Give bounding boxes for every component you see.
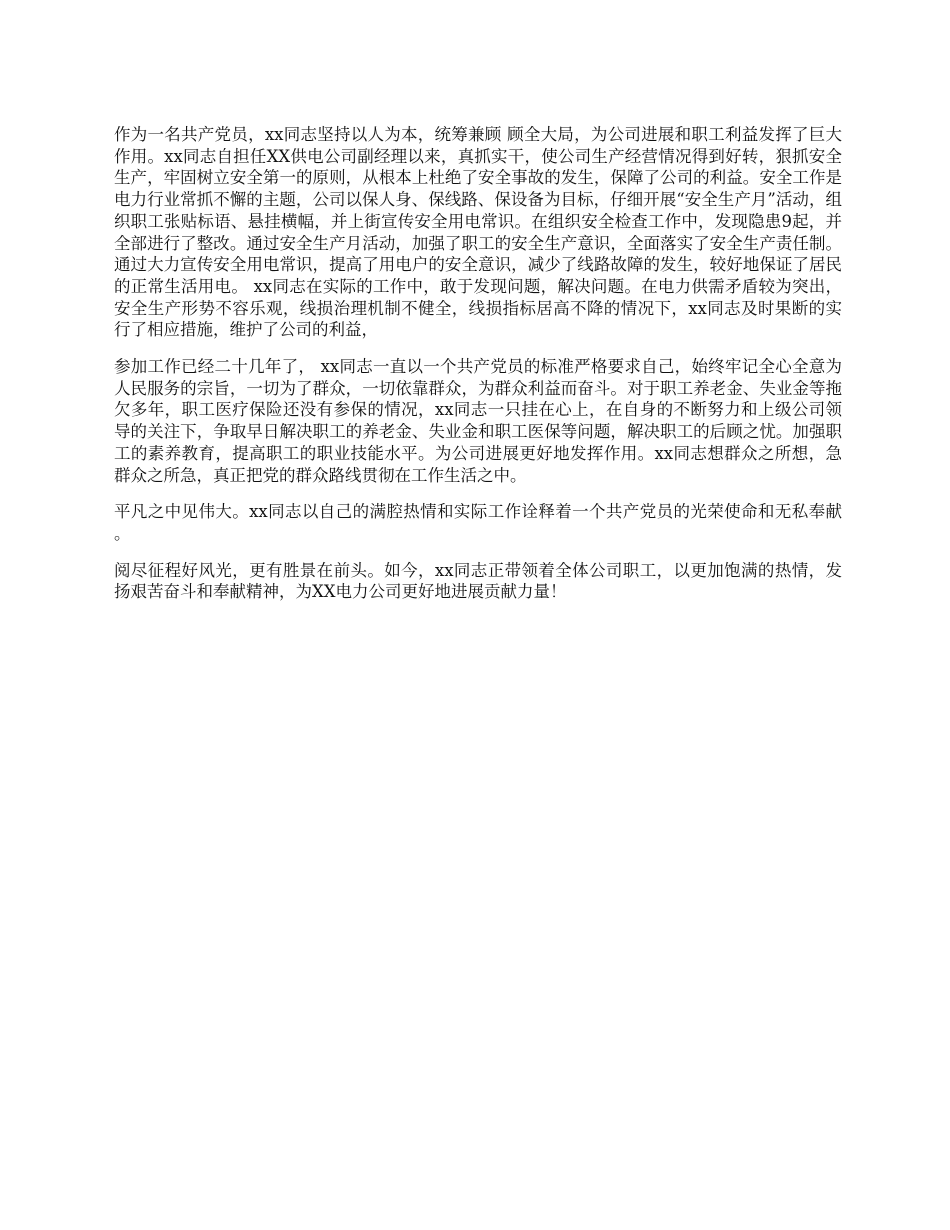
document-page: [114, 124, 842, 618]
paragraph-4: 阅尽征程好风光，更有胜景在前头。如今，xx同志正带领着全体公司职工，以更加饱满的热情，发扬艰苦奋斗和奉献精神，为XX电力公司更好地进展贡献力量！: [114, 560, 842, 602]
paragraph-1: 作为一名共产党员，xx同志坚持以人为本，统筹兼顾 顾全大局，为公司进展和职工利益发挥了巨大作用。xx同志自担任XX供电公司副经理以来，真抓实干，使公司生产经营情况得到好转，狠抓安全生产，牢固树立安全第一的原则，从根本上杜绝了安全事故的发生，保障了公司的利益。安全工作是电力行业常抓不懈的主题，公司以保人身、保线路、保设备为目标，仔细开展“安全生产月”活动，组织职工张贴标语、悬挂横幅，并上街宣传安全用电常识。在组织安全检查工作中，发现隐患9起，并全部进行了整改。通过安全生产月活动，加强了职工的安全生产意识，全面落实了安全生产责任制。通过大力宣传安全用电常识，提高了用电户的安全意识，减少了线路故障的发生，较好地保证了居民的正常生活用电。 xx同志在实际的工作中，敢于发现问题，解决问题。在电力供需矛盾较为突出，安全生产形势不容乐观，线损治理机制不健全，线损指标居高不降的情况下，xx同志及时果断的实行了相应措施，维护了公司的利益，: [114, 125, 842, 340]
paragraph-3: 平凡之中见伟大。xx同志以自己的满腔热情和实际工作诠释着一个共产党员的光荣使命和无私奉献。: [114, 502, 842, 543]
paragraph-2: 参加工作已经二十几年了， xx同志一直以一个共产党员的标准严格要求自己，始终牢记全心全意为人民服务的宗旨，一切为了群众，一切依靠群众，为群众利益而奋斗。对于职工养老金、失业金等拖欠多年，职工医疗保险还没有参保的情况，xx同志一只挂在心上，在自身的不断努力和上级公司领导的关注下，争取早日解决职工的养老金、失业金和职工医保等问题，解决职工的后顾之忧。加强职工的素养教育，提高职工的职业技能水平。为公司进展更好地发挥作用。xx同志想群众之所想，急群众之所急，真正把党的群众路线贯彻在工作生活之中。: [114, 357, 842, 485]
